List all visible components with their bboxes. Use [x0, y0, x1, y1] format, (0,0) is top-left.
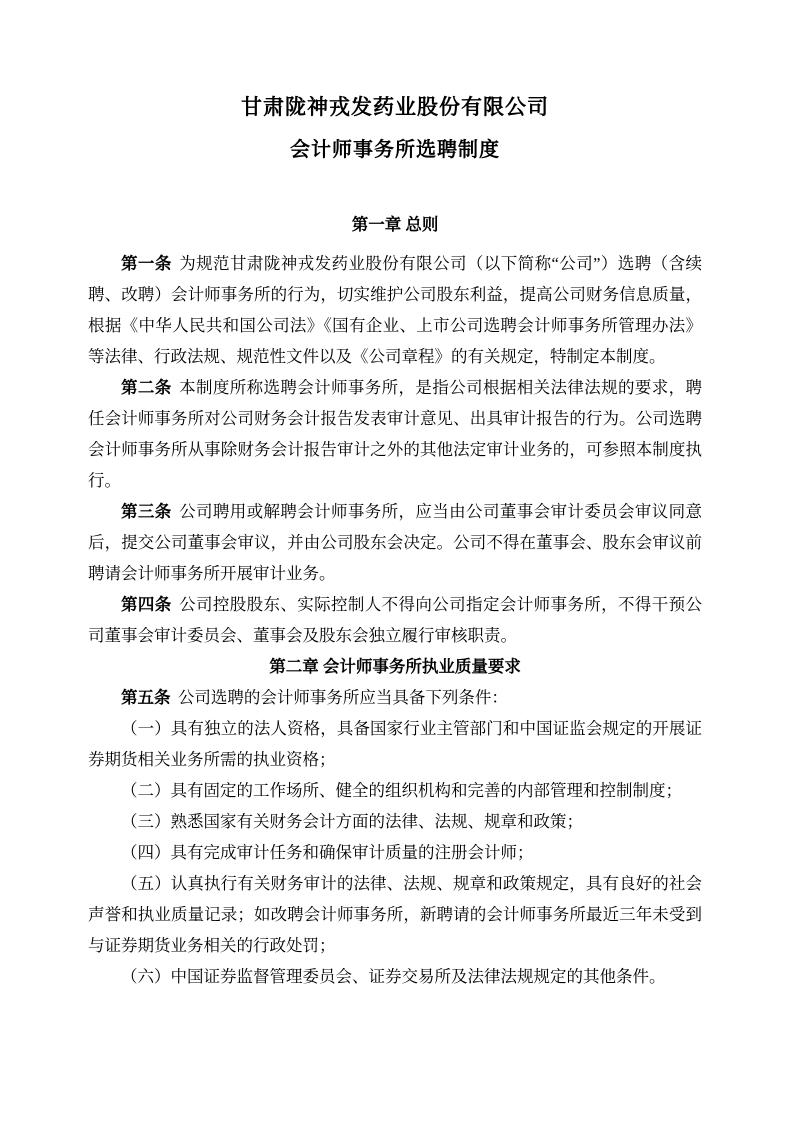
document-subtitle: 会计师事务所选聘制度 — [290, 139, 500, 161]
article-4-label: 第四条 — [121, 595, 172, 614]
chapter-1-heading: 第一章 总则 — [351, 215, 439, 234]
article-5-text: 公司选聘的会计师事务所应当具备下列条件： — [177, 688, 508, 707]
article-1-label: 第一条 — [121, 254, 172, 273]
condition-item-2: （二）具有固定的工作场所、健全的组织机构和完善的内部管理和控制制度； — [121, 781, 682, 800]
condition-item-4: （四）具有完成审计任务和确保审计质量的注册会计师； — [121, 843, 534, 862]
article-1-paragraph — [88, 248, 702, 372]
condition-item-5: （五）认真执行有关财务审计的法律、法规、规章和政策规定，具有良好的社会声誉和执业质量记录；如改聘会计师事务所，新聘请的会计师事务所最近三年未受到与证券期货业务相关的行政处罚； — [88, 874, 702, 955]
article-2-text: 本制度所称选聘会计师事务所，是指公司根据相关法律法规的要求，聘任会计师事务所对公司财务会计报告发表审计意见、出具审计报告的行为。公司选聘会计师事务所从事除财务会计报告审计之外的其他法定审计业务的，可参照本制度执行。 — [88, 378, 703, 490]
chapter-2-heading: 第二章 会计师事务所执业质量要求 — [269, 657, 521, 676]
condition-item-1: （一）具有独立的法人资格，具备国家行业主管部门和中国证监会规定的开展证券期货相关业务所需的执业资格； — [88, 719, 702, 769]
article-4-paragraph — [88, 589, 702, 651]
article-1-text: 为规范甘肃陇神戎发药业股份有限公司（以下简称“公司”）选聘（含续聘、改聘）会计师事务所的行为，切实维护公司股东利益，提高公司财务信息质量，根据《中华人民共和国公司法》《国有企业、上市公司选聘会计师事务所管理办法》等法律、行政法规、规范性文件以及《公司章程》的有关规定，特制定本制度。 — [88, 254, 702, 366]
article-4-text: 公司控股股东、实际控制人不得向公司指定会计师事务所，不得干预公司董事会审计委员会、董事会及股东会独立履行审核职责。 — [88, 595, 703, 645]
condition-item-6: （六）中国证券监督管理委员会、证券交易所及法律法规规定的其他条件。 — [121, 967, 666, 986]
article-2-paragraph — [88, 372, 702, 496]
article-5-label: 第五条 — [121, 688, 171, 707]
document-title: 甘肃陇神戎发药业股份有限公司 — [241, 95, 549, 119]
article-3-label: 第三条 — [121, 502, 172, 521]
article-5-paragraph — [88, 682, 702, 713]
condition-item-3: （三）熟悉国家有关财务会计方面的法律、法规、规章和政策； — [121, 812, 583, 831]
article-3-text: 公司聘用或解聘会计师事务所，应当由公司董事会审计委员会审议同意后，提交公司董事会审议，并由公司股东会决定。公司不得在董事会、股东会审议前聘请会计师事务所开展审计业务。 — [88, 502, 703, 583]
article-3-paragraph — [88, 496, 702, 589]
article-2-label: 第二条 — [121, 378, 172, 397]
